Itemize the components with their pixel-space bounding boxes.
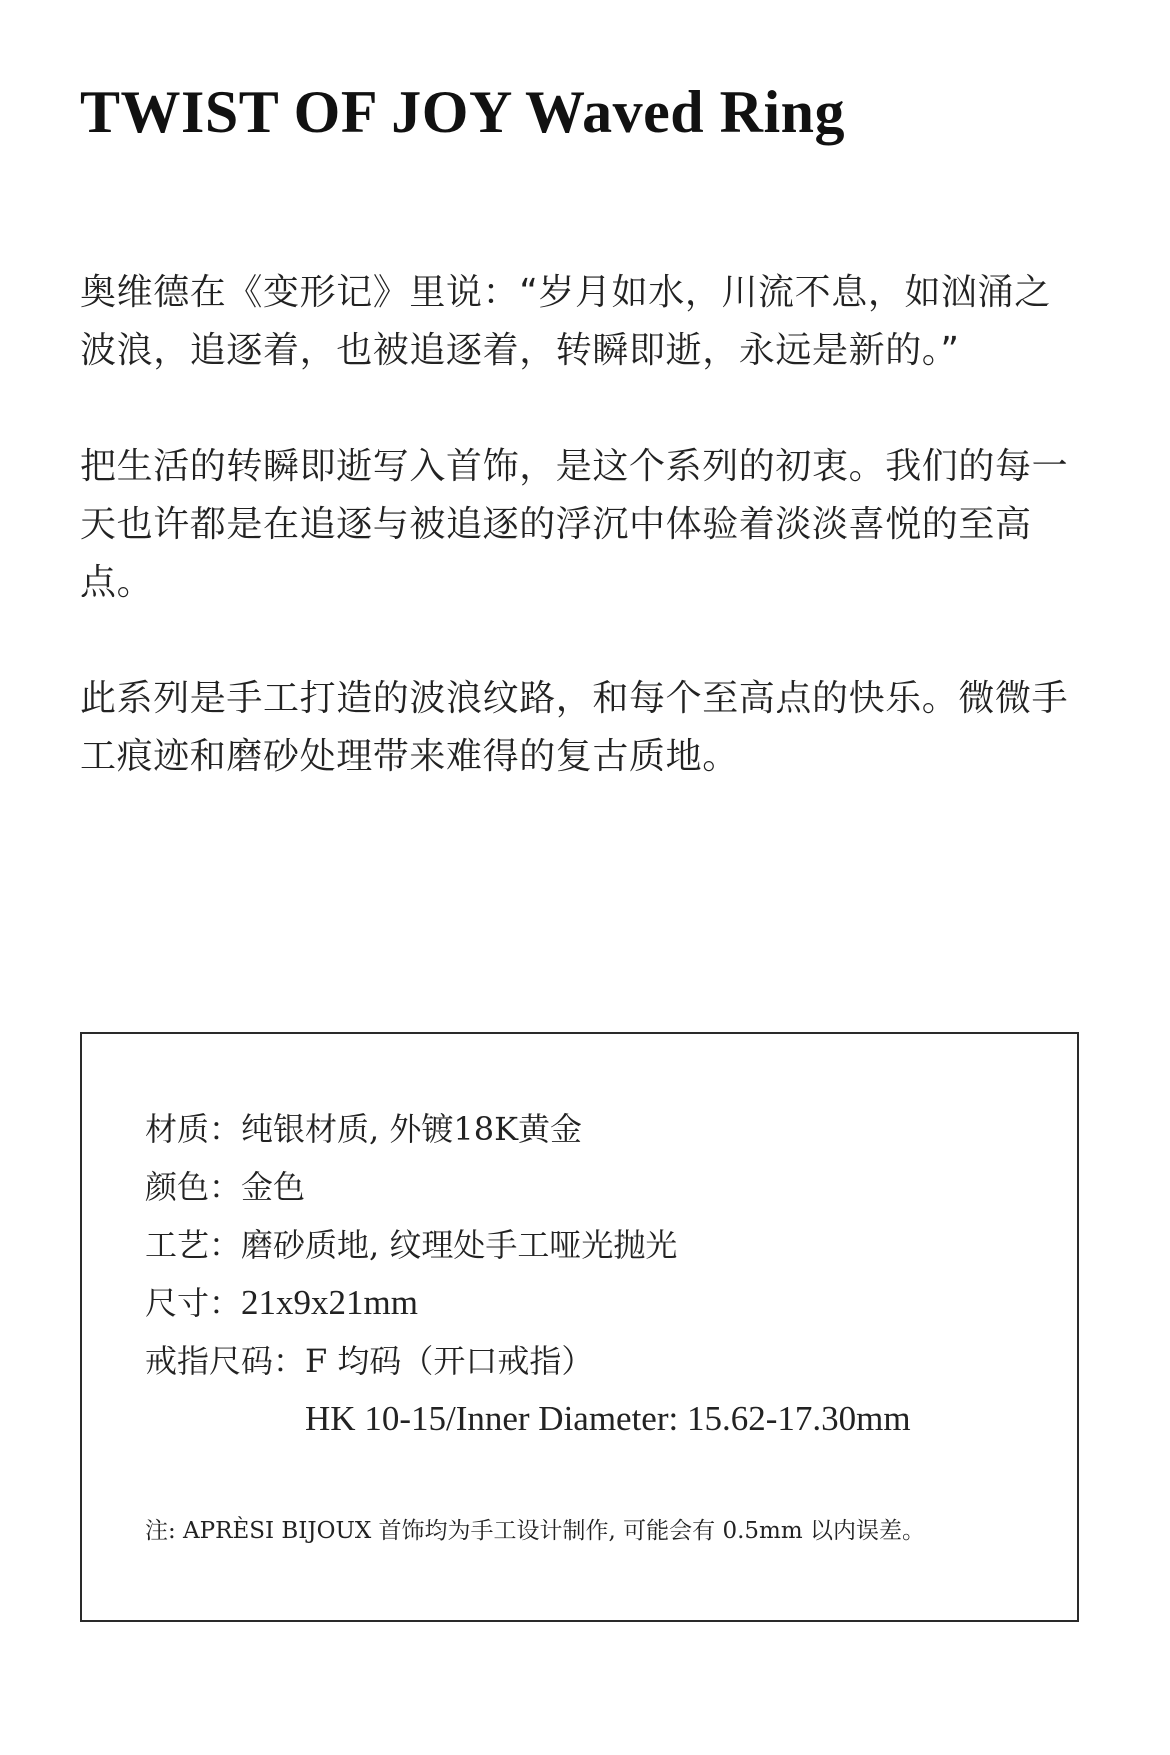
spec-label-craft: 工艺： xyxy=(145,1226,242,1264)
spec-value-size: 21x9x21mm xyxy=(241,1283,418,1322)
spec-row-craft xyxy=(145,1216,911,1274)
spec-label-material: 材质： xyxy=(145,1110,242,1148)
spec-label-size: 尺寸： xyxy=(145,1284,242,1322)
ring-size-line-2: HK 10-15/Inner Diameter: 15.62-17.30mm xyxy=(305,1399,911,1438)
spec-label-ring-size: 戒指尺码： xyxy=(145,1342,306,1380)
spec-box xyxy=(80,1032,1079,1622)
spec-row-color xyxy=(145,1158,911,1216)
description-paragraph-1: 奥维德在《变形记》里说：“岁月如水，川流不息，如汹涌之波浪，追逐着，也被追逐着，转瞬即逝，永远是新的。” xyxy=(80,272,1051,371)
description-paragraph-3: 此系列是手工打造的波浪纹路，和每个至高点的快乐。微微手工痕迹和磨砂处理带来难得的复古质地。 xyxy=(80,678,1069,777)
spec-value-material: 纯银材质, 外镀18K黄金 xyxy=(241,1110,582,1148)
spec-value-craft: 磨砂质地, 纹理处手工哑光抛光 xyxy=(241,1226,678,1264)
spec-row-size xyxy=(145,1274,911,1332)
spec-label-color: 颜色： xyxy=(145,1168,242,1206)
spec-row-material xyxy=(145,1100,911,1158)
spec-list xyxy=(145,1100,911,1448)
product-title: TWIST OF JOY Waved Ring xyxy=(80,79,846,145)
description-paragraph-2: 把生活的转瞬即逝写入首饰，是这个系列的初衷。我们的每一天也许都是在追逐与被追逐的浮沉中体验着淡淡喜悦的至高点。 xyxy=(80,446,1069,603)
spec-value-color: 金色 xyxy=(241,1168,306,1206)
handmade-tolerance-note: 注: APRÈSI BIJOUX 首饰均为手工设计制作, 可能会有 0.5mm 以内误差。 xyxy=(145,1518,925,1544)
spec-value-ring-size xyxy=(305,1332,911,1448)
ring-size-line-1: F 均码（开口戒指） xyxy=(305,1342,594,1380)
spec-row-ring-size xyxy=(145,1332,911,1448)
